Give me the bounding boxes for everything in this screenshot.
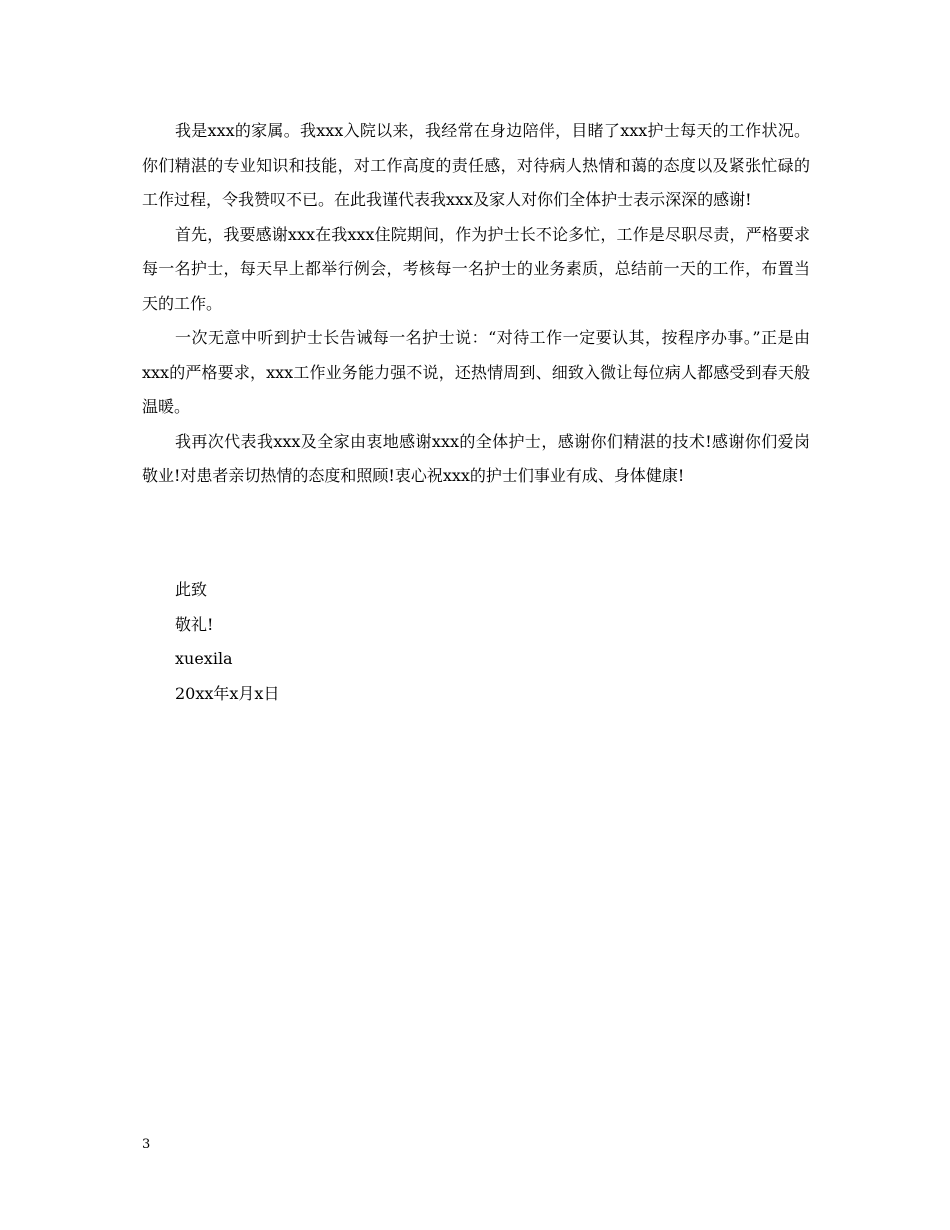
paragraph-thanks: 我再次代表我xxx及全家由衷地感谢xxx的全体护士，感谢你们精湛的技术!感谢你们爱岗敬业!对患者亲切热情的态度和照顾!衷心祝xxx的护士们事业有成、身体健康! xyxy=(142,431,810,485)
letter-closing xyxy=(175,573,575,711)
paragraph-anecdote: 一次无意中听到护士长告诫每一名护士说：“对待工作一定要认其，按程序办事。”正是由xxx的严格要求，xxx工作业务能力强不说，还热情周到、细致入微让每位病人都感受到春天般温暖。 xyxy=(142,328,810,416)
paragraph-intro: 我是xxx的家属。我xxx入院以来，我经常在身边陪伴，目睹了xxx护士每天的工作状况。你们精湛的专业知识和技能，对工作高度的责任感，对待病人热情和蔼的态度以及紧张忙碌的工作过程，令我赞叹不已。在此我谨代表我xxx及家人对你们全体护士表示深深的感谢! xyxy=(142,121,810,209)
letter-date: 20xx年x月x日 xyxy=(175,683,280,703)
paragraph-head-nurse: 首先，我要感谢xxx在我xxx住院期间，作为护士长不论多忙，工作是尽职尽责，严格要求每一名护士，每天早上都举行例会，考核每一名护士的业务素质，总结前一天的工作，布置当天的工作。 xyxy=(142,224,810,313)
signature: xuexila xyxy=(175,649,233,668)
page-number: 3 xyxy=(142,1137,151,1152)
closing-regards: 敬礼! xyxy=(175,614,214,634)
closing-salutation: 此致 xyxy=(175,580,208,599)
letter-body xyxy=(142,114,810,494)
